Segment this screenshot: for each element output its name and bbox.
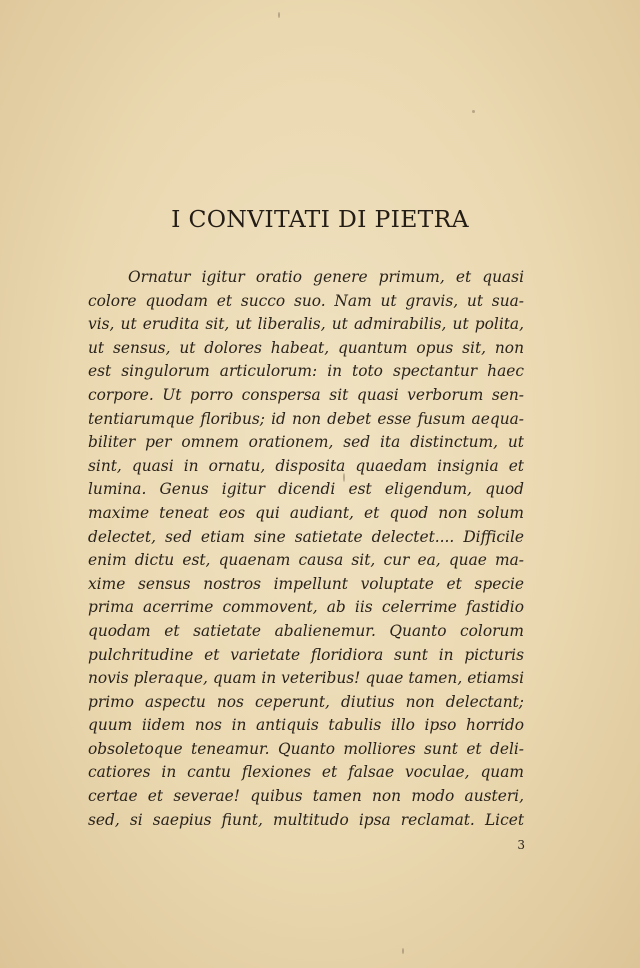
text-line: delectet, sed etiam sine satietate delectet.... Difficile [88,527,524,546]
text-line: quodam et satietate abalienemur. Quanto colorum [88,621,524,640]
text-line: sint, quasi in ornatu, disposita quaedam insignia et [88,456,524,475]
paper-speck [278,12,280,18]
text-line: xime sensus nostros impellunt voluptate et specie [88,574,524,593]
text-line: lumina. Genus igitur dicendi est eligendum, quod [88,480,524,499]
text-line: tentiarumque floribus; id non debet esse fusum aequa- [88,409,524,428]
text-line: certae et severae! quibus tamen non modo austeri, [88,787,524,806]
text-line: catiores in cantu flexiones et falsae voculae, quam [88,763,524,782]
text-line: colore quodam et succo suo. Nam ut gravis, ut sua- [88,291,524,310]
text-line: enim dictu est, quaenam causa sit, cur ea, quae ma- [88,551,524,570]
text-line: est singulorum articulorum: in toto spectantur haec [88,362,524,381]
paper-speck [402,948,404,954]
text-line: maxime teneat eos qui audiant, et quod non solum [88,503,524,522]
chapter-title: I CONVITATI DI PIETRA [171,205,469,233]
text-line: pulchritudine et varietate floridiora sunt in picturis [88,645,524,664]
text-line: novis pleraque, quam in veteribus! quae tamen, etiamsi [88,669,524,688]
text-line: quum iidem nos in antiquis tabulis illo ipso horrido [88,716,524,735]
text-line: biliter per omnem orationem, sed ita distinctum, ut [88,433,524,452]
text-line: vis, ut erudita sit, ut liberalis, ut admirabilis, ut polita, [88,315,524,334]
text-line: obsoletoque teneamur. Quanto molliores sunt et deli- [88,739,524,758]
text-line: primo aspectu nos ceperunt, diutius non delectant; [88,692,524,711]
text-line: sed, si saepius fiunt, multitudo ipsa reclamat. Licet [88,810,524,829]
page-number: 3 [517,838,525,852]
paper-speck [472,110,475,113]
text-line: prima acerrime commovent, ab iis celerrime fastidio [88,598,524,617]
text-line: corpore. Ut porro conspersa sit quasi verborum sen- [88,385,524,404]
text-line: Ornatur igitur oratio genere primum, et quasi [128,268,524,286]
body-text [88,266,524,832]
text-line: ut sensus, ut dolores habeat, quantum opus sit, non [88,338,524,357]
